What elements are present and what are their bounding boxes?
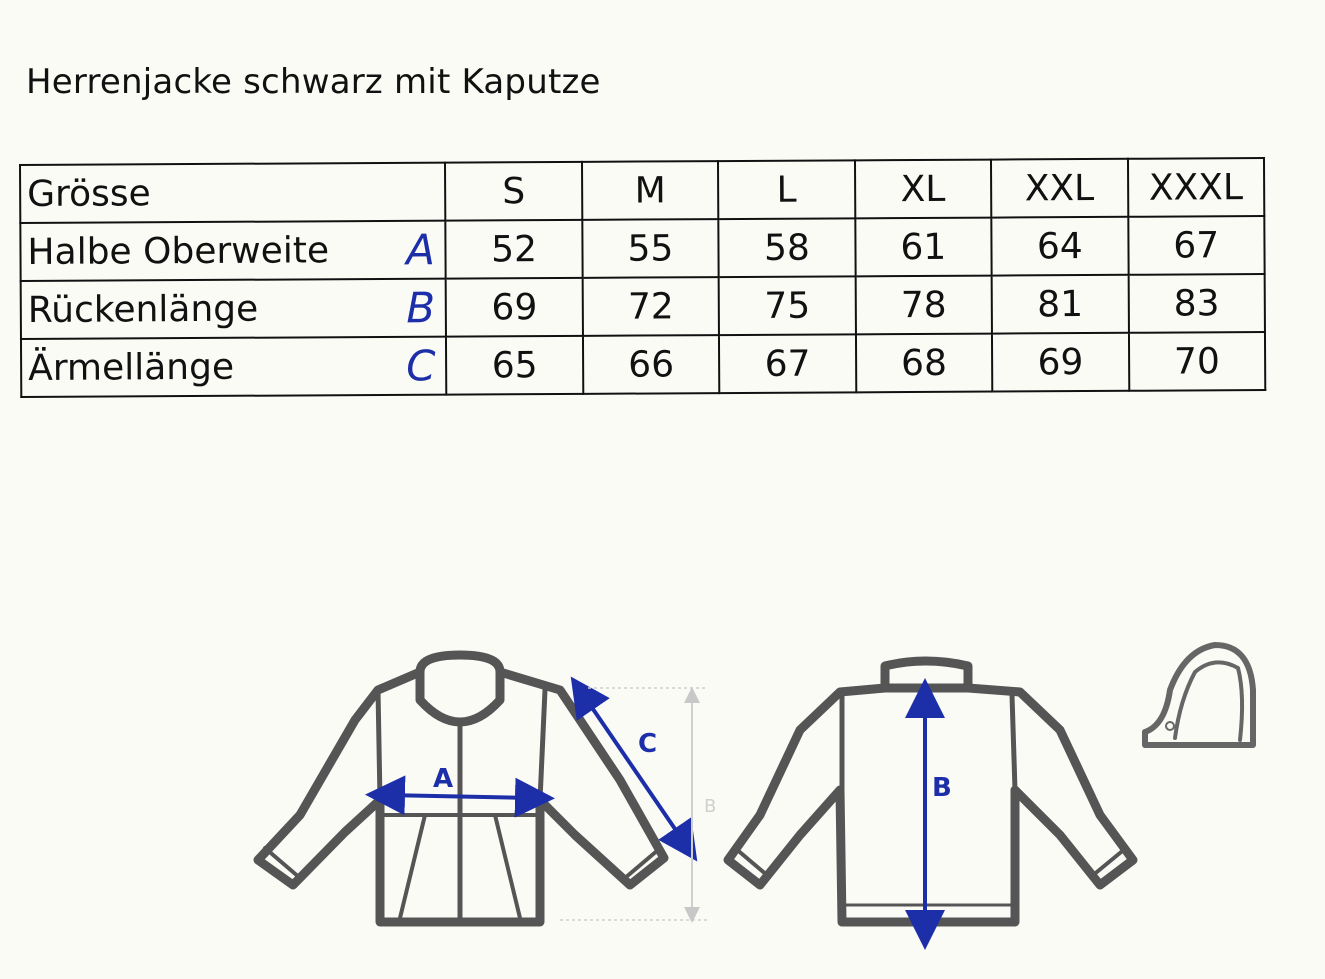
table-cell: 65: [446, 336, 583, 395]
front-jacket-icon: [258, 655, 664, 922]
table-cell: 67: [1128, 216, 1265, 275]
header-size: L: [718, 160, 855, 219]
table-cell: 67: [719, 334, 856, 393]
table-cell: 69: [446, 278, 583, 337]
table-cell: 70: [1129, 332, 1266, 391]
table-cell: 68: [856, 334, 993, 393]
row-letter: A: [405, 225, 435, 275]
hood-icon: [1145, 645, 1253, 745]
table-cell: 52: [446, 220, 583, 279]
header-size: XL: [855, 160, 992, 219]
table-cell: 61: [855, 218, 992, 277]
row-letter: B: [406, 283, 436, 333]
row-letter: C: [406, 341, 436, 391]
row-label: Ärmellänge: [28, 346, 235, 389]
dimension-label-a: A: [433, 764, 454, 794]
dimension-label-b: B: [932, 773, 952, 803]
page-title: Herrenjacke schwarz mit Kaputze: [26, 62, 601, 102]
header-size: XXL: [991, 159, 1128, 218]
table-cell: 83: [1128, 274, 1265, 333]
dimension-label-c: C: [638, 729, 658, 759]
header-size: M: [582, 161, 719, 220]
table-cell: 81: [992, 275, 1129, 334]
table-cell: 78: [855, 276, 992, 335]
arrow-c-icon: [582, 693, 686, 845]
table-cell: 75: [719, 276, 856, 335]
arrow-a-icon: [385, 795, 535, 798]
row-label: Halbe Oberweite: [27, 229, 330, 273]
header-size: XXXL: [1128, 158, 1265, 217]
table-cell: 55: [582, 219, 719, 278]
header-label: Grösse: [20, 163, 446, 223]
table-cell: 64: [991, 217, 1128, 276]
row-label: Rückenlänge: [27, 288, 259, 331]
table-cell: 72: [582, 277, 719, 336]
faint-dimension-label: B: [704, 796, 717, 817]
header-size: S: [445, 162, 582, 221]
back-jacket-icon: [728, 661, 1133, 922]
table-cell: 58: [719, 218, 856, 277]
table-cell: 69: [992, 333, 1129, 392]
table-cell: 66: [583, 335, 720, 394]
